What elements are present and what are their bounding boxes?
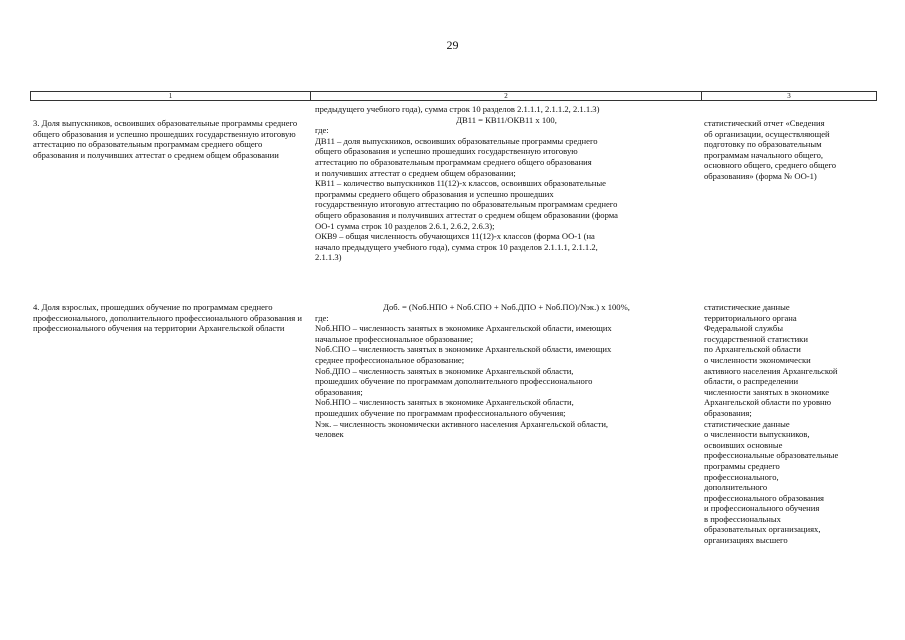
source-line: в профессиональных: [704, 513, 781, 524]
method-line: где:: [315, 125, 329, 136]
method-line: Nэк. – численность экономически активного населения Архангельской области,: [315, 418, 609, 429]
source-line: территориального органа: [704, 312, 797, 323]
method-line: человек: [315, 429, 344, 440]
method-line: начальное профессиональное образование;: [315, 333, 474, 344]
source-line: статистический отчет «Сведения: [704, 118, 825, 128]
method-line: прошедших обучение по программам профессионального обучения;: [315, 407, 566, 418]
method-line: среднее профессиональное образование;: [315, 354, 465, 365]
column-header-table: [30, 91, 877, 101]
method-line: общего образования и успешно прошедших государственную итоговую: [315, 146, 578, 157]
method-3: [315, 104, 698, 263]
method-line: государственную итоговую аттестацию по образовательным программам среднего: [315, 199, 618, 210]
source-line: численности занятых в экономике: [704, 386, 830, 397]
source-line: и профессионального обучения: [704, 503, 820, 514]
source-line: о численности выпускников,: [704, 429, 810, 440]
method-line: ОО-1 сумма строк 10 разделов 2.6.1, 2.6.2, 2.6.3);: [315, 220, 495, 231]
method-line: аттестацию по образовательным программам среднего общего образования: [315, 156, 592, 167]
formula-dv11: ДВ11 = КВ11/ОКВ11 х 100,: [456, 114, 557, 125]
source-line: дополнительного: [704, 482, 768, 493]
column-header-2: 2: [311, 92, 702, 101]
method-4: [315, 302, 698, 440]
column-header-3: 3: [702, 92, 877, 101]
source-line: статистические данные: [704, 302, 790, 312]
source-line: профессионального образования: [704, 492, 824, 503]
source-4: [704, 302, 878, 546]
method-line: Nоб.НПО – численность занятых в экономике Архангельской области,: [315, 397, 574, 408]
page-number: 29: [446, 38, 459, 52]
method-line: Nоб.НПО – численность занятых в экономике Архангельской области, имеющих: [315, 323, 612, 334]
method-line: общего образования и получивших аттестат о среднем общем образовании (форма: [315, 209, 618, 220]
source-line: статистические данные: [704, 418, 790, 429]
method-line: КВ11 – количество выпускников 11(12)-х классов, освоивших образовательные: [315, 178, 606, 189]
method-line: прошедших обучение по программам дополнительного профессионального: [315, 376, 593, 387]
source-line: основного общего, среднего общего: [704, 160, 836, 171]
method-line: программы среднего общего образования и успешно прошедших: [315, 188, 554, 199]
method-line: предыдущего учебного года), сумма строк 10 разделов 2.1.1.1, 2.1.1.2, 2.1.1.3): [315, 104, 600, 114]
method-line: ОКВ9 – общая численность обучающихся 11(12)-х классов (форма ОО-1 (на: [315, 231, 595, 242]
source-line: Архангельской области по уровню: [704, 397, 832, 408]
source-line: образовательных организациях,: [704, 524, 821, 535]
source-line: области, о распределении: [704, 376, 799, 387]
method-line: ДВ11 – доля выпускников, освоивших образовательные программы среднего: [315, 135, 598, 146]
indicator-3-text: 3. Доля выпускников, освоивших образовательные программы среднего общего образования и успешно прошедших государственную итоговую аттестацию по образовательным программам среднего общего образования и получивших аттестат о среднем общем образовании: [33, 118, 298, 160]
method-line: и получивших аттестат о среднем общем образовании;: [315, 167, 516, 178]
method-line: образования;: [315, 386, 363, 397]
source-line: профессиональные образовательные: [704, 450, 839, 461]
source-line: об организации, осуществляющей: [704, 128, 830, 139]
method-line: начало предыдущего учебного года), сумма строк 10 разделов 2.1.1.1, 2.1.1.2,: [315, 241, 598, 252]
method-line: 2.1.1.3): [315, 252, 342, 263]
source-line: программы среднего: [704, 460, 780, 471]
formula-dob: Доб. = (Nоб.НПО + Nоб.СПО + Nоб.ДПО + Nоб.ПО)/Nэк.) х 100%,: [383, 302, 630, 312]
source-3: [704, 118, 878, 182]
source-line: по Архангельской области: [704, 344, 801, 355]
source-line: государственной статистики: [704, 333, 808, 344]
source-line: активного населения Архангельской: [704, 365, 838, 376]
column-header-row: [31, 92, 877, 101]
source-line: Федеральной службы: [704, 323, 783, 334]
source-line: профессионального,: [704, 471, 779, 482]
source-line: о численности экономически: [704, 354, 811, 365]
column-header-1: 1: [31, 92, 311, 101]
source-line: образования» (форма № ОО-1): [704, 170, 817, 181]
source-line: организациях высшего: [704, 535, 788, 546]
method-line: Nоб.СПО – численность занятых в экономике Архангельской области, имеющих: [315, 344, 612, 355]
method-line: где:: [315, 312, 329, 323]
source-line: программам начального общего,: [704, 149, 824, 160]
indicator-4-text: 4. Доля взрослых, прошедших обучение по программам среднего профессионального, дополнительного профессионального образования и профессионального обучения на территории Архангельской области: [33, 302, 302, 334]
source-line: образования;: [704, 407, 752, 418]
method-line: Nоб.ДПО – численность занятых в экономике Архангельской области,: [315, 365, 574, 376]
source-line: освоивших основные: [704, 439, 783, 450]
source-line: подготовку по образовательным: [704, 139, 822, 150]
